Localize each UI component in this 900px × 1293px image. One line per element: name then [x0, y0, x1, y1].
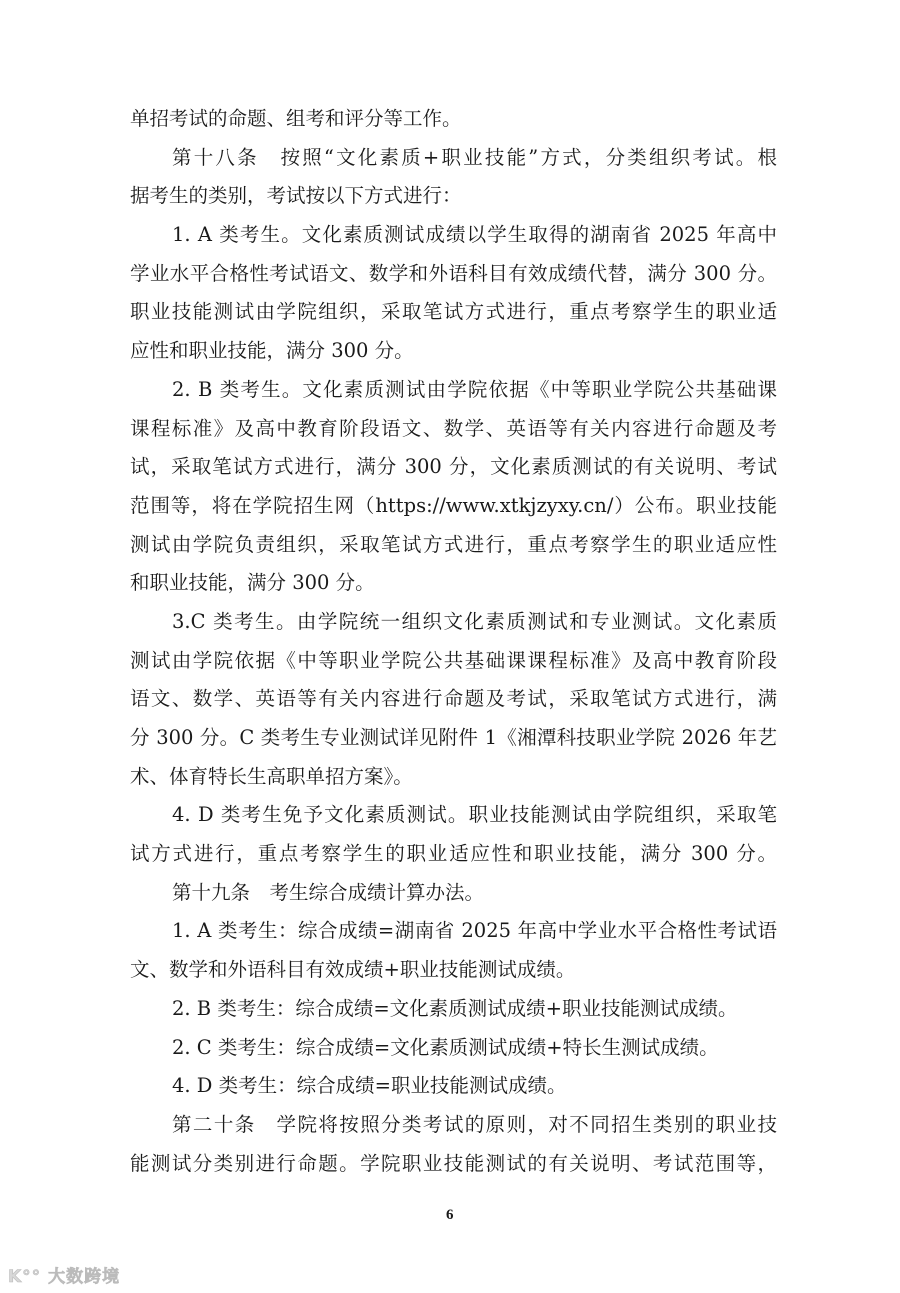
text-line: 应性和职业技能，满分 300 分。	[130, 339, 414, 363]
text-line: 1. A 类考生。文化素质测试成绩以学生取得的湖南省 2025 年高中	[172, 223, 777, 247]
text-line: 能测试分类别进行命题。学院职业技能测试的有关说明、考试范围等，	[130, 1151, 777, 1175]
text-line: 4. D 类考生免予文化素质测试。职业技能测试由学院组织，采取笔	[172, 803, 777, 827]
text-line: 2. B 类考生：综合成绩=文化素质测试成绩+职业技能测试成绩。	[172, 996, 738, 1020]
text-line: 和职业技能，满分 300 分。	[130, 571, 375, 595]
text-line: 测试由学院负责组织，采取笔试方式进行，重点考察学生的职业适应性	[130, 532, 777, 556]
text-line: 第十八条 按照“文化素质+职业技能”方式，分类组织考试。根	[172, 145, 777, 169]
text-line: 术、体育特长生高职单招方案》。	[130, 764, 413, 788]
watermark-icon: K°°	[8, 1267, 42, 1287]
text-line: 学业水平合格性考试语文、数学和外语科目有效成绩代替，满分 300 分。	[130, 261, 777, 285]
text-line: 3.C 类考生。由学院统一组织文化素质测试和专业测试。文化素质	[172, 609, 777, 633]
watermark-logo	[8, 1262, 120, 1287]
text-line: 测试由学院依据《中等职业学院公共基础课课程标准》及高中教育阶段	[130, 648, 777, 672]
document-body	[130, 100, 777, 1183]
text-line: 语文、数学、英语等有关内容进行命题及考试，采取笔试方式进行，满	[130, 687, 777, 711]
text-line: 试，采取笔试方式进行，满分 300 分，文化素质测试的有关说明、考试	[130, 455, 777, 479]
text-line: 1. A 类考生：综合成绩=湖南省 2025 年高中学业水平合格性考试语	[172, 919, 777, 943]
text-line: 单招考试的命题、组考和评分等工作。	[130, 107, 462, 130]
text-line: 2. C 类考生：综合成绩=文化素质测试成绩+特长生测试成绩。	[172, 1035, 719, 1059]
text-line: 第二十条 学院将按照分类考试的原则，对不同招生类别的职业技	[172, 1112, 777, 1136]
text-line: 2. B 类考生。文化素质测试由学院依据《中等职业学院公共基础课	[172, 377, 777, 401]
text-line: 据考生的类别，考试按以下方式进行：	[130, 184, 462, 208]
text-line: 4. D 类考生：综合成绩=职业技能测试成绩。	[172, 1074, 567, 1098]
text-line: 分 300 分。C 类考生专业测试详见附件 1《湘潭科技职业学院 2026 年艺	[130, 726, 777, 749]
text-line: 第十九条 考生综合成绩计算办法。	[172, 880, 485, 904]
page-number: 6	[446, 1207, 454, 1223]
text-line: 试方式进行，重点考察学生的职业适应性和职业技能，满分 300 分。	[130, 842, 777, 866]
text-line: 课程标准》及高中教育阶段语文、数学、英语等有关内容进行命题及考	[130, 416, 777, 440]
text-line: 职业技能测试由学院组织，采取笔试方式进行，重点考察学生的职业适	[130, 300, 777, 324]
text-line: 文、数学和外语科目有效成绩+职业技能测试成绩。	[130, 958, 576, 982]
text-line: 范围等，将在学院招生网（https://www.xtkjzyxy.cn/）公布。职业技能	[130, 493, 777, 517]
watermark-text: 大数跨境	[48, 1267, 121, 1287]
